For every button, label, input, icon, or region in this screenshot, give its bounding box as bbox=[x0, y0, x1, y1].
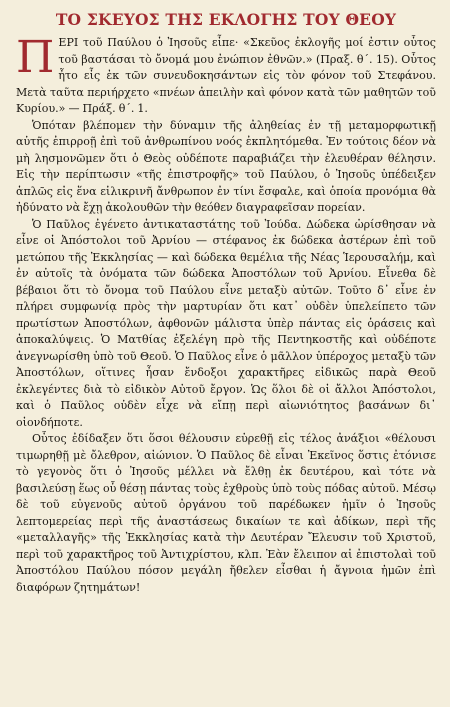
paragraph-paul-teachings: Οὗτος ἐδίδαξεν ὅτι ὅσοι θέλουσιν εὑρεθῇ εἰς τέλος ἀνάξιοι «θέλουσι τιμωρηθῇ μὲ ὄλεθρον, αἰώνιον. Ὁ Παῦλος δὲ εἶναι Ἐκεῖνος ὅστις ἐτόνισε τὸ γεγονὸς ὅτι ὁ Ἰησοῦς μέλλει νὰ ἔλθῃ ἐκ δευτέρου, καὶ τότε νὰ βασιλεύσῃ ἕως οὗ θέσῃ πάντας τοὺς ἐχθροὺς ὑπὸ τοὺς πόδας αὐτοῦ. Μέσῳ δὲ τοῦ εὐγενοῦς αὐτοῦ ὀργάνου τοῦ παρέδωκεν ἡμῖν ὁ Ἰησοῦς λεπτομερείας περὶ τῆς ἀναστάσεως δικαίων τε καὶ ἀδίκων, περὶ τῆς «μεταλλαγῆς» τῆς Ἐκκλησίας κατὰ τὴν Δευτέραν Ἔλευσιν τοῦ Χριστοῦ, περὶ τοῦ χαρακτῆρος τοῦ Ἀντιχρίστου, κλπ. Ἐὰν ἔλειπον αἱ ἐπιστολαὶ τοῦ Ἀποστόλου Παύλου πόσον μεγάλη ἤθελεν εἶσθαι ἡ ἄγνοια ἡμῶν ἐπὶ διαφόρων ζητημάτων! bbox=[16, 432, 436, 594]
article-body bbox=[16, 32, 436, 596]
first-paragraph-text: ΕΡΙ τοῦ Παύλου ὁ Ἰησοῦς εἶπε· «Σκεῦος ἐκλογῆς μοί ἐστιν οὗτος τοῦ βαστάσαι τὸ ὄνομά μου ἐνώπιον ἐθνῶν.» (Πραξ. θ΄. 15). Οὗτος ἦτο εἷς ἐκ τῶν συνευδοκησάντων εἰς τὸν φόνον τοῦ Στεφάνου. Μετὰ ταῦτα περιήρχετο «πνέων ἀπειλὴν καὶ φόνον κατὰ τῶν μαθητῶν τοῦ Κυρίου.» — Πράξ. θ΄. 1. bbox=[16, 36, 436, 115]
paragraph-power-of-truth: Ὁπόταν βλέπομεν τὴν δύναμιν τῆς ἀληθείας ἐν τῇ μεταμορφωτικῇ αὐτῆς ἐπιρροῇ ἐπὶ τοῦ ἀνθρωπίνου νοός ἐκπλητόμεθα. Ἐν τούτοις δέον νὰ μὴ λησμονῶμεν ὅτι ὁ Θεὸς οὐδέποτε παραβιάζει τὴν ἐλευθέραν θέλησιν. Εἰς τὴν περίπτωσιν «τῆς ἐπιστροφῆς» τοῦ Παύλου, ὁ Ἰησοῦς ὑπέδειξεν ἁπλῶς εἰς ἕνα εἰλικρινῆ ἄνθρωπον ἐν τίνι ἔσφαλε, καὶ ὁποία προνόμια θὰ ἠδύνατο νὰ ἔχῃ ἀκολουθῶν τὴν θεόθεν διαγραφεῖσαν πορείαν. bbox=[16, 118, 436, 214]
paragraph-paul-replaces-judas: Ὁ Παῦλος ἐγένετο ἀντικαταστάτης τοῦ Ἰούδα. Δώδεκα ὡρίσθησαν νὰ εἶνε οἱ Ἀπόστολοι τοῦ Ἀρνίου — στέφανος ἐκ δώδεκα ἀστέρων ἐπὶ τοῦ μετώπου τῆς Ἐκκλησίας — καὶ δώδεκα θεμέλια τῆς Νέας Ἱερουσαλήμ, καὶ ἐν αὐτοῖς τὰ ὀνόματα τῶν δώδεκα Ἀποστόλων τοῦ Ἀρνίου. Εἶνεθα δὲ βέβαιοι ὅτι τὸ ὄνομα τοῦ Παύλου εἶνε μεταξὺ αὐτῶν. Τοῦτο δ᾽ εἶνε ἐν πλήρει συμφωνίᾳ πρὸς τὴν μαρτυρίαν ὅτι κατ᾽ οὐδὲν ὑπελείπετο τῶν πρωτίστων Ἀποστόλων, ἀφθονῶν μάλιστα ὑπὲρ πάντας εἰς ὁράσεις καὶ ἀποκαλύψεις. Ὁ Ματθίας ἐξελέγη πρὸ τῆς Πεντηκοστῆς καὶ οὐδέποτε ἀνεγνωρίσθη ὑπὸ τοῦ Θεοῦ. Ὁ Παῦλος εἶνε ὁ μᾶλλον ὑπέροχος μεταξὺ τῶν Ἀποστόλων, οἵτινες ἦσαν ἔνδοξοι χαρακτῆρες εἰδικῶς παρὰ Θεοῦ ἐκλεγέντες διὰ τὸ εἰδικὸν Αὐτοῦ ἔργον. Ὡς ὅλοι δὲ οἱ ἄλλοι Ἀπόστολοι, καὶ ὁ Παῦλος οὐδὲν εἶχε νὰ εἴπῃ περὶ αἰωνιότητος βασάνων δι᾽ οἱονδήποτε. bbox=[16, 217, 436, 429]
first-paragraph bbox=[16, 32, 436, 118]
article-title: ΤΟ ΣΚΕΥΟΣ ΤΗΣ ΕΚΛΟΓΗΣ ΤΟΥ ΘΕΟΥ bbox=[55, 10, 397, 29]
drop-cap-letter: Π bbox=[16, 32, 55, 83]
